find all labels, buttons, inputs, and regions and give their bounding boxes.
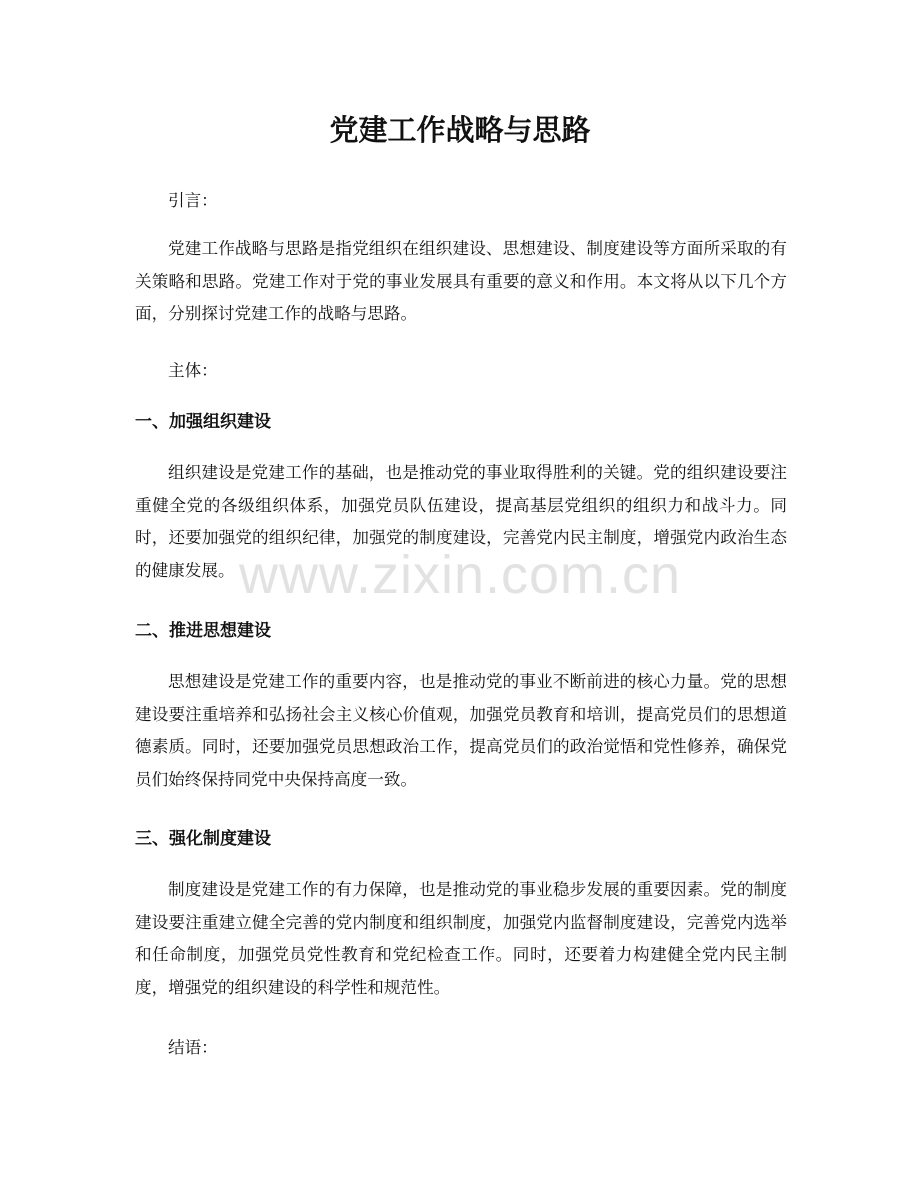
watermark: www.zixin.com.cn (238, 545, 682, 605)
body-label: 主体： (168, 361, 218, 380)
conclusion-label: 结语： (168, 1038, 218, 1057)
section-heading-system: 三、强化制度建设 (135, 829, 271, 849)
intro-paragraph: 党建工作战略与思路是指党组织在组织建设、思想建设、制度建设等方面所采取的有关策略和思路。党建工作对于党的事业发展具有重要的意义和作用。本文将从以下几个方面，分别探讨党建工作的战略与思路。 (135, 239, 787, 323)
page-title: 党建工作战略与思路 (329, 113, 591, 147)
section-paragraph-ideology: 思想建设是党建工作的重要内容，也是推动党的事业不断前进的核心力量。党的思想建设要注重培养和弘扬社会主义核心价值观，加强党员教育和培训，提高党员们的思想道德素质。同时，还要加强党员思想政治工作，提高党员们的政治觉悟和党性修养，确保党员们始终保持同党中央保持高度一致。 (135, 672, 787, 789)
intro-label: 引言： (168, 191, 218, 210)
section-heading-organization: 一、加强组织建设 (135, 412, 271, 432)
section-paragraph-organization: 组织建设是党建工作的基础，也是推动党的事业取得胜利的关键。党的组织建设要注重健全党的各级组织体系，加强党员队伍建设，提高基层党组织的组织力和战斗力。同时，还要加强党的组织纪律，加强党的制度建设，完善党内民主制度，增强党内政治生态的健康发展。 (135, 463, 787, 580)
section-heading-ideology: 二、推进思想建设 (135, 621, 271, 641)
section-paragraph-system: 制度建设是党建工作的有力保障，也是推动党的事业稳步发展的重要因素。党的制度建设要注重建立健全完善的党内制度和组织制度，加强党内监督制度建设，完善党内选举和任命制度，加强党员党性教育和党纪检查工作。同时，还要着力构建健全党内民主制度，增强党的组织建设的科学性和规范性。 (135, 880, 787, 997)
